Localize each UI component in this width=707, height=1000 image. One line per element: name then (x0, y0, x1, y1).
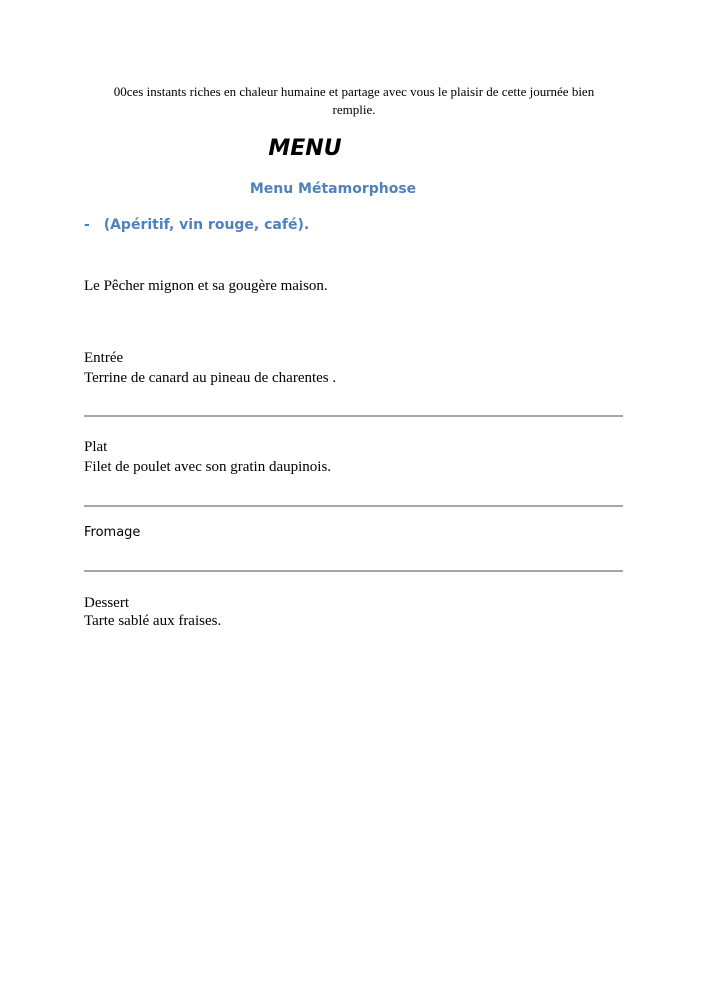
drinks-dash: - (84, 217, 90, 233)
course-dessert-dish: Tarte sablé aux fraises. (84, 613, 222, 629)
aperitif-dish: Le Pêcher mignon et sa gougère maison. (84, 278, 328, 294)
section-divider (84, 570, 623, 572)
section-divider (84, 415, 623, 417)
course-plat-dish: Filet de poulet avec son gratin daupinois. (84, 459, 332, 475)
drinks-text: (Apéritif, vin rouge, café). (103, 217, 310, 233)
menu-subtitle: Menu Métamorphose (249, 181, 417, 197)
course-dessert-label: Dessert (84, 595, 129, 611)
section-divider (84, 505, 623, 507)
menu-title: MENU (268, 136, 342, 161)
drinks-line (84, 214, 624, 236)
course-entree-label: Entrée (84, 350, 124, 366)
course-fromage-label: Fromage (84, 525, 141, 540)
course-plat-label: Plat (84, 439, 108, 455)
intro-line-1: 00ces instants riches en chaleur humaine et partage avec vous le plaisir de cette journée bien (113, 84, 595, 99)
intro-line-2: remplie. (332, 102, 376, 117)
intro-paragraph (84, 83, 624, 119)
course-entree-dish: Terrine de canard au pineau de charentes . (84, 370, 337, 386)
